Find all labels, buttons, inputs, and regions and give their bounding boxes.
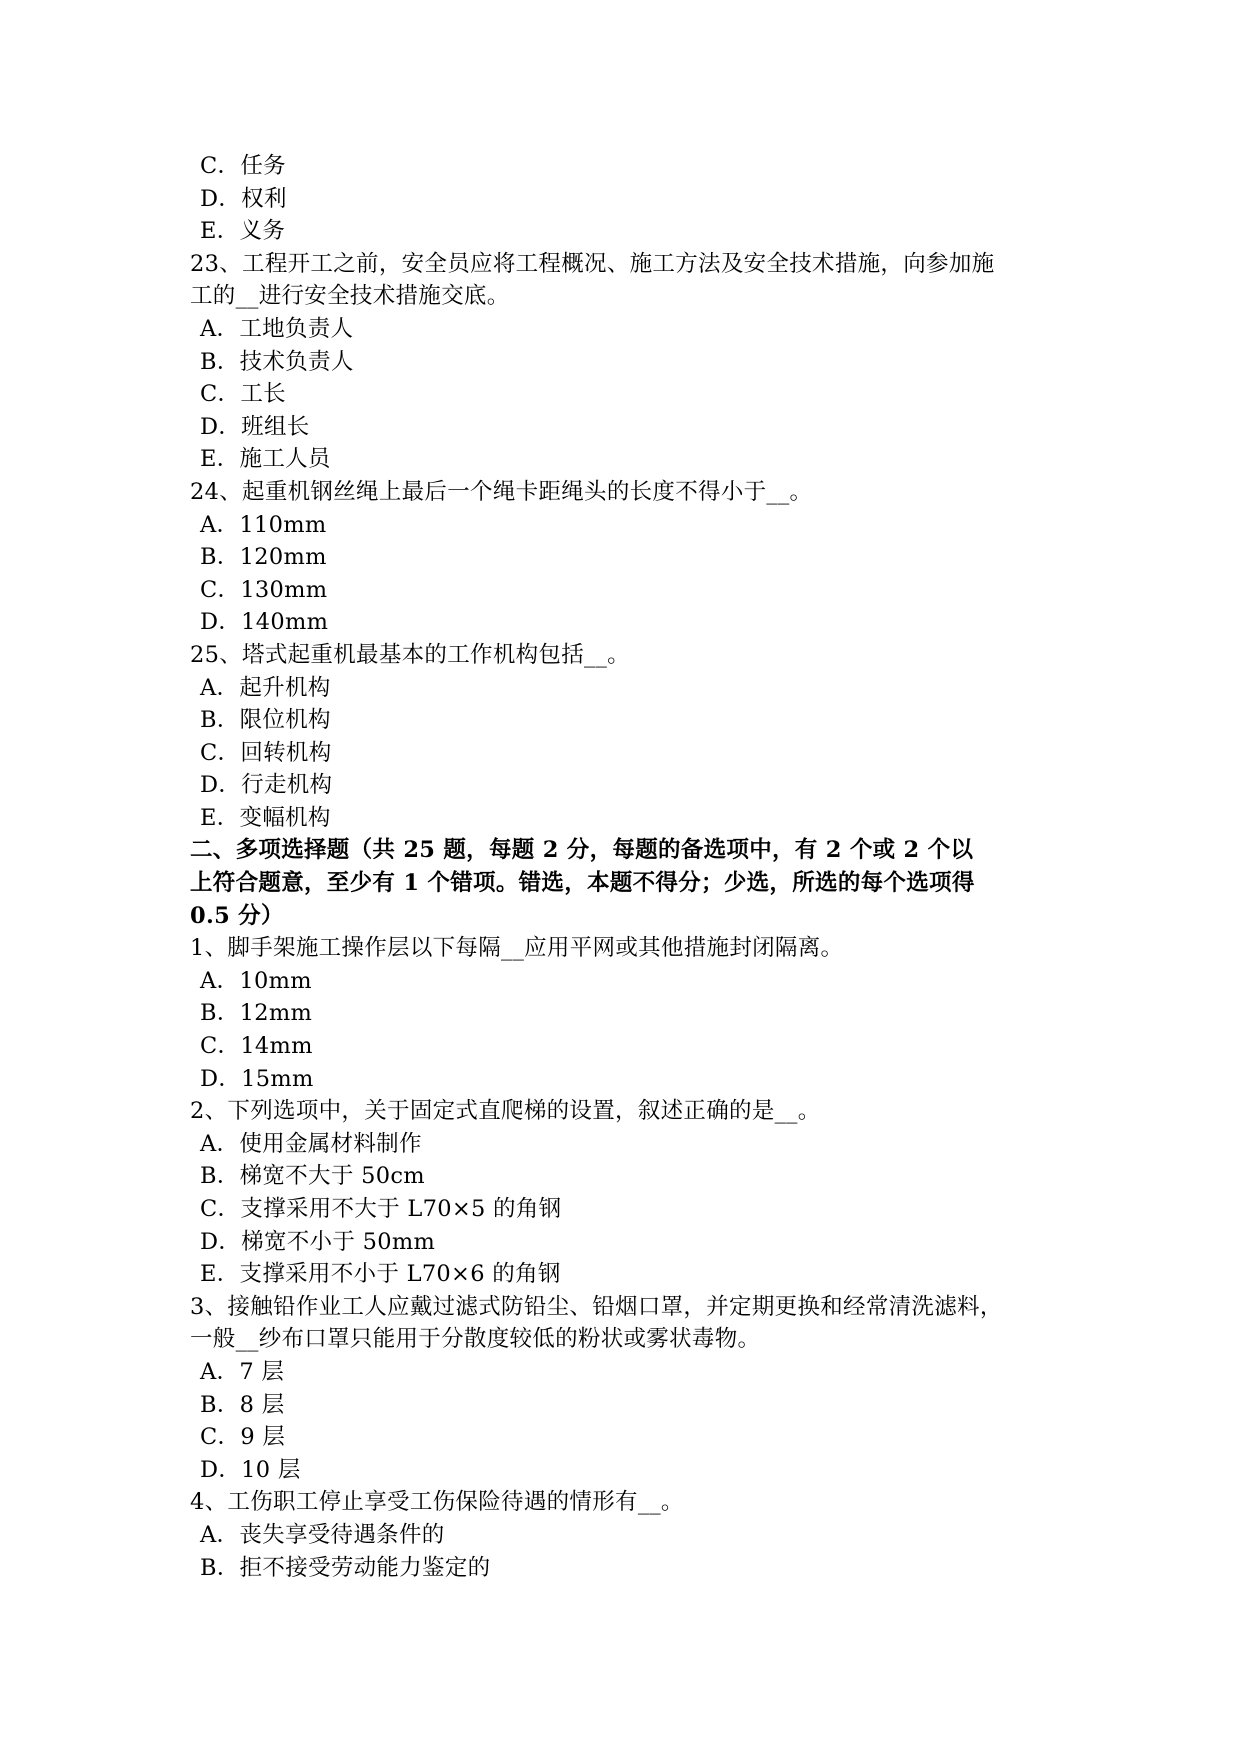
question-text: 2、下列选项中，关于固定式直爬梯的设置，叙述正确的是__。 [190, 1098, 821, 1125]
page-body [190, 150, 1070, 1584]
answer-option: C．回转机构 [200, 739, 332, 766]
answer-option: B．技术负责人 [200, 348, 354, 375]
answer-option: D．班组长 [200, 413, 310, 440]
answer-option: D．权利 [200, 185, 287, 212]
answer-option: A．10mm [200, 967, 312, 994]
question-text: 一般__纱布口罩只能用于分散度较低的粉状或雾状毒物。 [190, 1326, 761, 1353]
answer-option: E．义务 [200, 218, 286, 245]
answer-option: C．工长 [200, 381, 286, 408]
answer-option: B．120mm [200, 544, 327, 571]
question-text: 23、工程开工之前，安全员应将工程概况、施工方法及安全技术措施，向参加施 [190, 250, 995, 277]
answer-option: E．变幅机构 [200, 804, 331, 831]
section-heading: 二、多项选择题（共 25 题，每题 2 分，每题的备选项中，有 2 个或 2 个以 [190, 837, 974, 864]
answer-option: A．使用金属材料制作 [200, 1130, 422, 1157]
question-text: 25、塔式起重机最基本的工作机构包括__。 [190, 641, 630, 668]
answer-option: B．梯宽不大于 50cm [200, 1163, 425, 1190]
question-text: 3、接触铅作业工人应戴过滤式防铅尘、铅烟口罩，并定期更换和经常清洗滤料， [190, 1293, 1003, 1320]
answer-option: B．限位机构 [200, 707, 331, 734]
answer-option: A．丧失享受待遇条件的 [200, 1521, 445, 1548]
question-text: 工的__进行安全技术措施交底。 [190, 283, 510, 310]
answer-option: C．支撑采用不大于 L70×5 的角钢 [200, 1196, 562, 1222]
question-text: 1、脚手架施工操作层以下每隔__应用平网或其他措施封闭隔离。 [190, 935, 844, 962]
answer-option: C．130mm [200, 576, 328, 603]
answer-option: C．14mm [200, 1033, 313, 1060]
answer-option: D．行走机构 [200, 772, 333, 799]
section-heading: 上符合题意，至少有 1 个错项。错选，本题不得分；少选，所选的每个选项得 [190, 870, 975, 897]
answer-option: B．8 层 [200, 1391, 285, 1418]
answer-option: A．起升机构 [200, 674, 331, 701]
answer-option: D．10 层 [200, 1456, 301, 1483]
answer-option: B．12mm [200, 1000, 313, 1027]
answer-option: A．工地负责人 [200, 315, 354, 342]
answer-option: A．7 层 [200, 1358, 285, 1385]
question-text: 24、起重机钢丝绳上最后一个绳卡距绳头的长度不得小于__。 [190, 478, 813, 505]
answer-option: E．施工人员 [200, 446, 331, 473]
answer-option: D．梯宽不小于 50mm [200, 1228, 436, 1255]
question-text: 4、工伤职工停止享受工伤保险待遇的情形有__。 [190, 1489, 684, 1516]
answer-option: D．15mm [200, 1065, 314, 1092]
answer-option: C．9 层 [200, 1424, 286, 1451]
answer-option: B．拒不接受劳动能力鉴定的 [200, 1554, 491, 1581]
answer-option: A．110mm [200, 511, 327, 538]
section-heading: 0.5 分） [190, 902, 284, 929]
answer-option: E．支撑采用不小于 L70×6 的角钢 [200, 1261, 561, 1288]
answer-option: C．任务 [200, 153, 286, 179]
answer-option: D．140mm [200, 609, 329, 636]
